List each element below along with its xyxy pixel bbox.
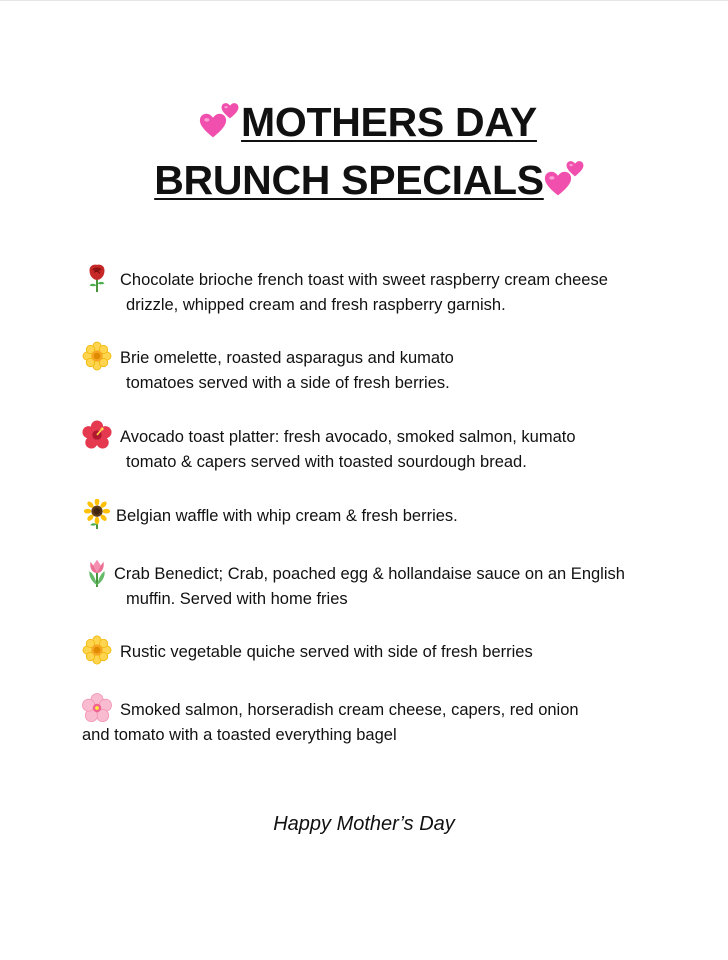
list-item <box>82 635 533 665</box>
item-text-line-1: Rustic vegetable quiche served with side of fresh berries <box>120 643 533 661</box>
title-line-2 <box>0 151 728 209</box>
list-item <box>82 693 579 748</box>
item-line-1 <box>82 420 576 450</box>
item-text-line-1: Belgian waffle with whip cream & fresh berries. <box>116 507 458 525</box>
blossom-icon <box>82 341 112 371</box>
sunflower-icon <box>82 499 112 529</box>
item-line-1 <box>82 263 608 293</box>
title-text-line-1: MOTHERS DAY <box>241 99 537 145</box>
list-item <box>82 263 608 318</box>
list-item <box>82 420 576 475</box>
item-text-line-1: Avocado toast platter: fresh avocado, smoked salmon, kumato <box>120 428 576 446</box>
rose-icon <box>82 263 112 293</box>
item-line-1 <box>82 557 625 587</box>
list-item <box>82 557 625 612</box>
page-title <box>0 93 728 209</box>
item-text-line-2: and tomato with a toasted everything bagel <box>82 726 397 744</box>
closing-message: Happy Mother’s Day <box>273 813 455 835</box>
item-line-1 <box>82 499 458 529</box>
title-line-1 <box>0 93 728 151</box>
two-hearts-icon <box>544 160 586 200</box>
two-hearts-icon <box>199 102 241 142</box>
item-line-1 <box>82 693 579 723</box>
heart-small-shape <box>566 160 584 178</box>
item-text-line-2: tomatoes served with a side of fresh berries. <box>126 374 450 392</box>
item-line-1 <box>82 635 533 665</box>
cherry-blossom-icon <box>82 693 112 723</box>
item-text-line-2: muffin. Served with home fries <box>126 590 348 608</box>
list-item <box>82 499 458 529</box>
item-text-line-1: Brie omelette, roasted asparagus and kumato <box>120 349 454 367</box>
hibiscus-icon <box>82 420 112 450</box>
item-text-line-1: Crab Benedict; Crab, poached egg & hollandaise sauce on an English <box>114 565 625 583</box>
heart-small-shape <box>221 102 239 120</box>
blossom-icon <box>82 635 112 665</box>
item-text-line-2: tomato & capers served with toasted sourdough bread. <box>126 453 527 471</box>
item-text-line-1: Chocolate brioche french toast with sweet raspberry cream cheese <box>120 271 608 289</box>
list-item <box>82 341 454 396</box>
title-text-line-2: BRUNCH SPECIALS <box>154 157 544 203</box>
item-text-line-2: drizzle, whipped cream and fresh raspberry garnish. <box>126 296 506 314</box>
item-text-line-1: Smoked salmon, horseradish cream cheese, capers, red onion <box>120 701 579 719</box>
item-line-1 <box>82 341 454 371</box>
tulip-icon <box>82 557 112 587</box>
